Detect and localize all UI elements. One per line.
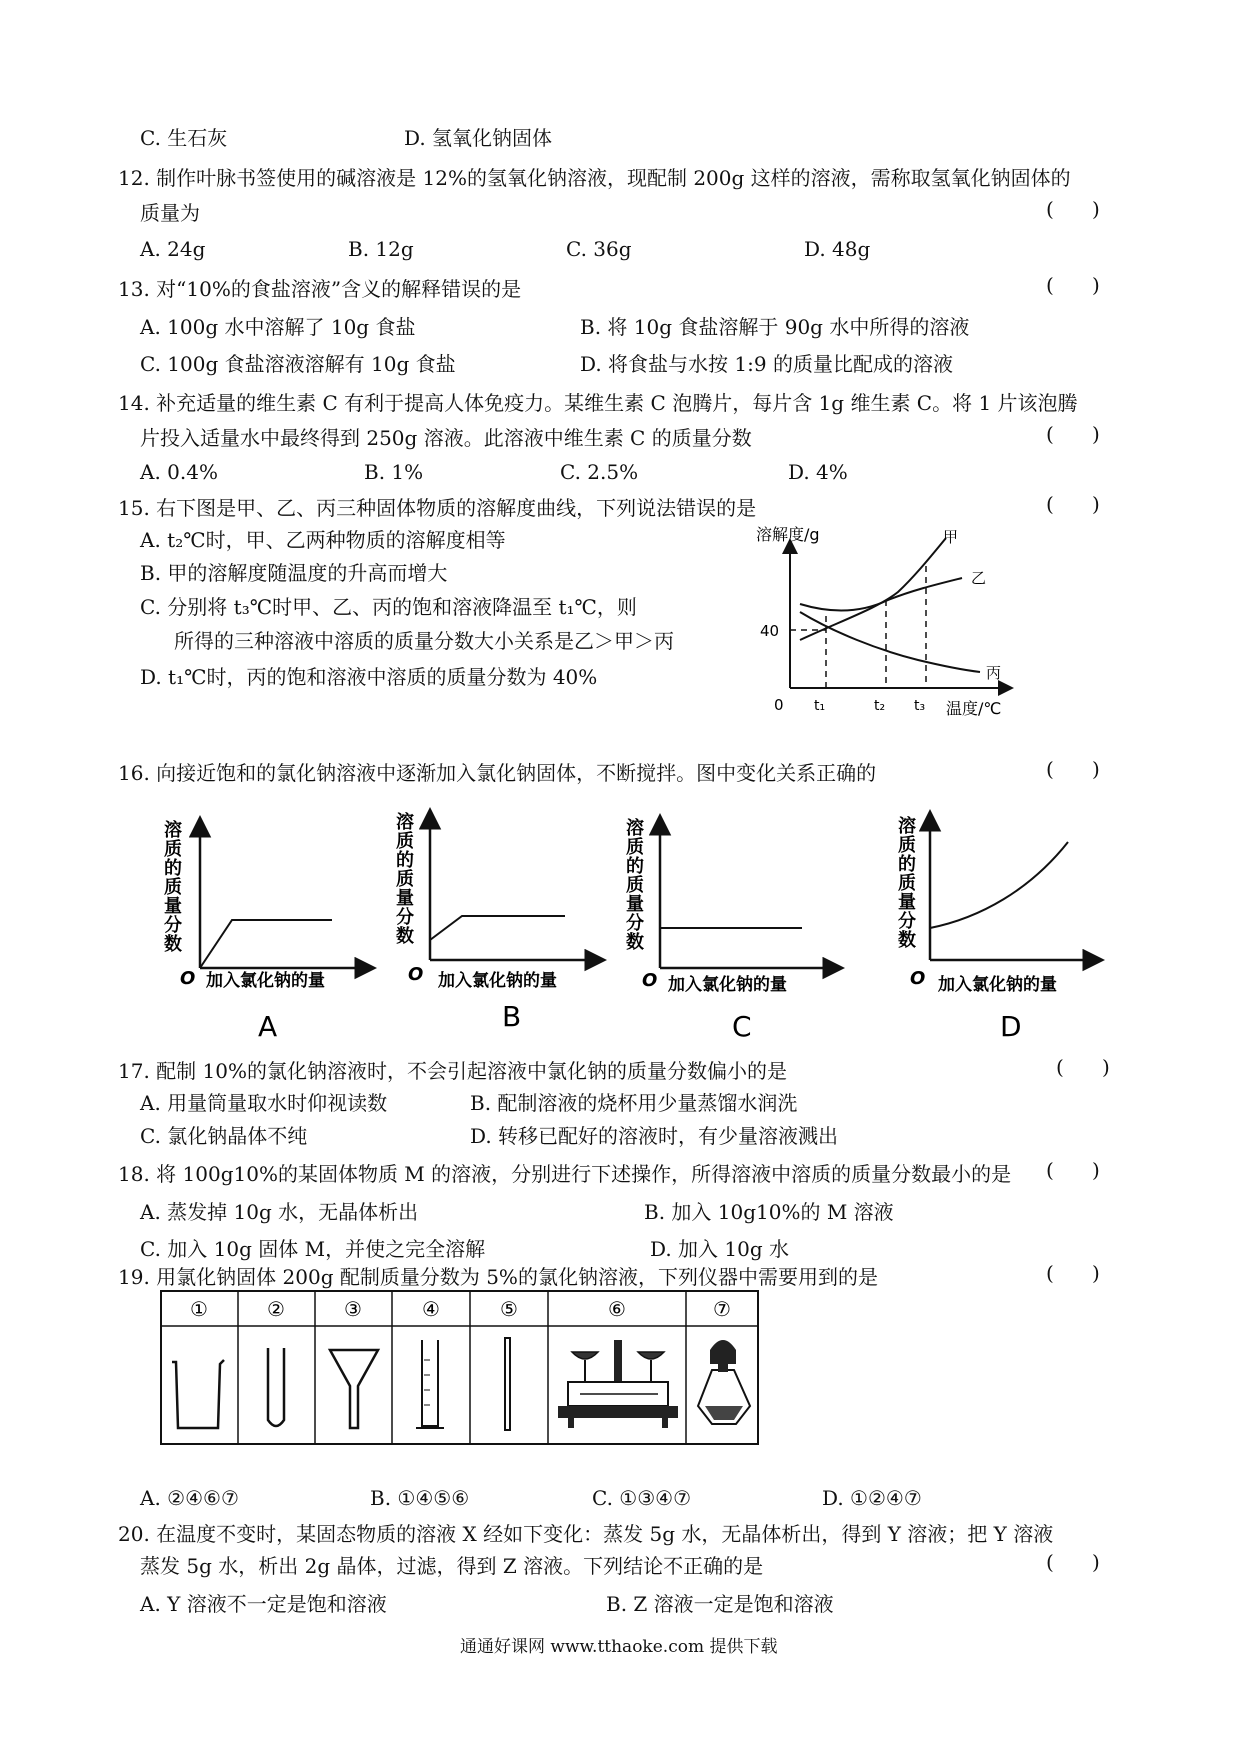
q11-option-c: C. 生石灰 [140,126,228,150]
q19-option-d: D. ①②④⑦ [822,1486,922,1510]
q17-option-d: D. 转移已配好的溶液时，有少量溶液溅出 [470,1124,839,1148]
t2-label: t₂ [874,698,886,714]
solubility-curve-graph [748,520,1028,720]
q15-option-c-line1: C. 分别将 t₃℃时甲、乙、丙的饱和溶液降温至 t₁℃，则 [140,595,637,619]
t3-label: t₃ [914,698,926,714]
q20-option-b: B. Z 溶液一定是饱和溶液 [606,1592,834,1616]
q16-answer-paren: ( ) [1046,757,1100,781]
col-label-3: ③ [344,1297,362,1321]
graph-c [626,817,840,1043]
q12-option-c: C. 36g [566,237,632,261]
curve-yi [800,578,962,610]
graph-b-ylabel: 溶质的质量分数 [396,812,414,947]
graduated-cylinder-icon [416,1340,444,1428]
col-label-5: ⑤ [500,1297,518,1321]
q18-option-a: A. 蒸发掉 10g 水，无晶体析出 [140,1200,419,1224]
x-axis-label: 温度/℃ [946,699,1002,718]
q14-stem-line1: 14. 补充适量的维生素 C 有利于提高人体免疫力。某维生素 C 泡腾片，每片含 1g 维生素 C。将 1 片该泡腾 [118,391,1078,415]
graph-c-xlabel: 加入氯化钠的量 [668,975,787,995]
balance-scale-icon [558,1340,678,1428]
q17-stem: 17. 配制 10%的氯化钠溶液时，不会引起溶液中氯化钠的质量分数偏小的是 [118,1059,787,1083]
q19-option-a: A. ②④⑥⑦ [140,1486,239,1510]
q17-option-c: C. 氯化钠晶体不纯 [140,1124,308,1148]
q19-answer-paren: ( ) [1046,1261,1100,1285]
col-label-6: ⑥ [608,1297,626,1321]
graph-b [396,811,602,1033]
q18-stem: 18. 将 100g10%的某固体物质 M 的溶液，分别进行下述操作，所得溶液中溶质的质量分数最小的是 [118,1162,1012,1186]
q18-option-c: C. 加入 10g 固体 M，并使之完全溶解 [140,1237,486,1261]
y-axis-label: 溶解度/g [756,525,820,544]
col-label-4: ④ [422,1297,440,1321]
graph-d-origin: O [910,968,926,989]
graph-c-ylabel: 溶质的质量分数 [626,818,644,953]
q17-option-a: A. 用量筒量取水时仰视读数 [140,1091,388,1115]
q20-stem-line1: 20. 在温度不变时，某固态物质的溶液 X 经如下变化：蒸发 5g 水，无晶体析出，得到 Y 溶液；把 Y 溶液 [118,1522,1054,1546]
q13-option-a: A. 100g 水中溶解了 10g 食盐 [140,315,416,339]
q19-option-b: B. ①④⑤⑥ [370,1486,470,1510]
q19-stem: 19. 用氯化钠固体 200g 配制质量分数为 5%的氯化钠溶液，下列仪器中需要用到的是 [118,1265,878,1289]
graph-d-xlabel: 加入氯化钠的量 [938,975,1057,995]
graph-c-letter: C [732,1010,752,1043]
graph-d-ylabel: 溶质的质量分数 [898,816,916,951]
q14-option-a: A. 0.4% [140,460,218,484]
q12-option-b: B. 12g [348,237,414,261]
tick-40-label: 40 [760,622,780,640]
q17-answer-paren: ( ) [1056,1055,1110,1079]
glass-rod-icon [505,1338,510,1430]
q15-answer-paren: ( ) [1046,492,1100,516]
beaker-icon [172,1360,224,1428]
q14-answer-paren: ( ) [1046,422,1100,446]
graph-a-ylabel: 溶质的质量分数 [164,820,182,955]
q12-answer-paren: ( ) [1046,197,1100,221]
graph-a-letter: A [258,1010,278,1043]
graph-c-origin: O [642,970,658,991]
curve-jia-label: 甲 [943,528,959,546]
q20-stem-line2: 蒸发 5g 水，析出 2g 晶体，过滤，得到 Z 溶液。下列结论不正确的是 [140,1554,764,1578]
curve-yi-label: 乙 [971,569,987,587]
q19-instrument-table [160,1290,760,1446]
q12-option-a: A. 24g [140,237,206,261]
q12-stem-line2: 质量为 [140,201,200,225]
graph-b-letter: B [502,1000,522,1033]
q18-option-d: D. 加入 10g 水 [650,1237,790,1261]
q18-option-b: B. 加入 10g10%的 M 溶液 [644,1200,894,1224]
q17-option-b: B. 配制溶液的烧杯用少量蒸馏水润洗 [470,1091,798,1115]
t1-label: t₁ [814,698,826,714]
q20-option-a: A. Y 溶液不一定是饱和溶液 [140,1592,387,1616]
origin-label: 0 [774,696,784,714]
alcohol-lamp-icon [698,1340,750,1424]
col-label-2: ② [267,1297,285,1321]
graph-d [898,814,1100,1043]
q14-stem-line2: 片投入适量水中最终得到 250g 溶液。此溶液中维生素 C 的质量分数 [140,426,752,450]
q15-option-c-line2: 所得的三种溶液中溶质的质量分数大小关系是乙＞甲＞丙 [174,629,674,653]
graph-b-xlabel: 加入氯化钠的量 [438,971,557,991]
q12-option-d: D. 48g [804,237,871,261]
test-tube-icon [268,1348,284,1426]
graph-a-origin: O [180,968,196,989]
q15-option-d: D. t₁℃时，丙的饱和溶液中溶质的质量分数为 40% [140,665,598,689]
q13-option-b: B. 将 10g 食盐溶解于 90g 水中所得的溶液 [580,315,970,339]
q19-option-c: C. ①③④⑦ [592,1486,692,1510]
q15-stem: 15. 右下图是甲、乙、丙三种固体物质的溶解度曲线，下列说法错误的是 [118,496,757,520]
graph-a-xlabel: 加入氯化钠的量 [206,971,325,991]
q13-stem: 13. 对“10%的食盐溶液”含义的解释错误的是 [118,277,522,301]
q20-answer-paren: ( ) [1046,1550,1100,1574]
q13-option-c: C. 100g 食盐溶液溶解有 10g 食盐 [140,352,456,376]
q13-answer-paren: ( ) [1046,273,1100,297]
footer-text: 通通好课网 www.tthaoke.com 提供下载 [460,1637,778,1657]
q18-answer-paren: ( ) [1046,1158,1100,1182]
col-label-7: ⑦ [713,1297,731,1321]
col-label-1: ① [190,1297,208,1321]
q14-option-b: B. 1% [364,460,424,484]
q13-option-d: D. 将食盐与水按 1:9 的质量比配成的溶液 [580,352,953,376]
graph-b-origin: O [408,964,424,985]
curve-bing [800,612,980,672]
graph-a [164,819,372,1043]
q11-option-d: D. 氢氧化钠固体 [404,126,553,150]
q16-graphs [150,800,1110,1050]
q15-option-a: A. t₂℃时，甲、乙两种物质的溶解度相等 [140,528,506,552]
q14-option-d: D. 4% [788,460,848,484]
q16-stem: 16. 向接近饱和的氯化钠溶液中逐渐加入氯化钠固体，不断搅拌。图中变化关系正确的 [118,761,877,785]
funnel-icon [330,1350,378,1428]
q14-option-c: C. 2.5% [560,460,639,484]
graph-d-letter: D [1000,1010,1022,1043]
curve-bing-label: 丙 [986,664,1002,682]
q15-option-b: B. 甲的溶解度随温度的升高而增大 [140,561,448,585]
q12-stem-line1: 12. 制作叶脉书签使用的碱溶液是 12%的氢氧化钠溶液，现配制 200g 这样的溶液，需称取氢氧化钠固体的 [118,166,1071,190]
